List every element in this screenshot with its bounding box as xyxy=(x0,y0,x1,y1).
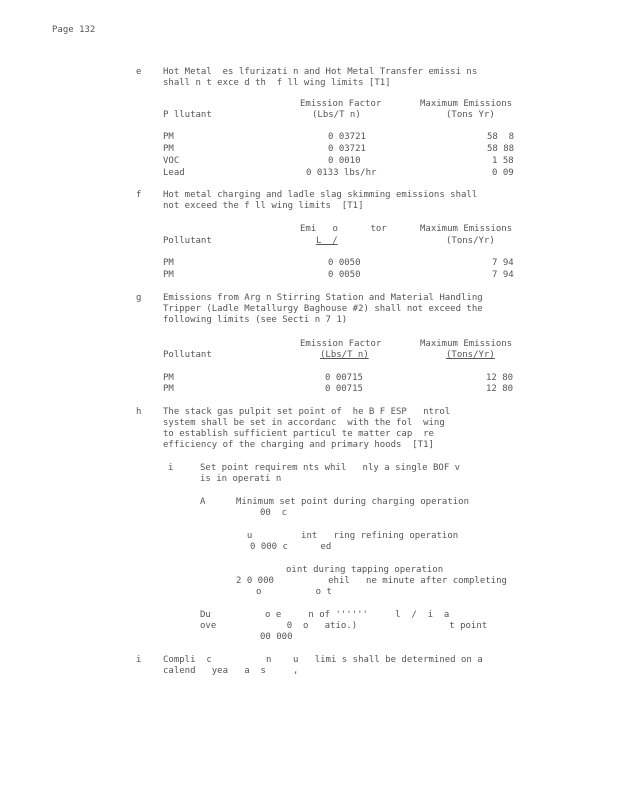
e-row-3-max: 1 58 xyxy=(492,156,514,166)
section-h-line-4: efficiency of the charging and primary hoods [T1] xyxy=(163,440,434,450)
f-row-2-pollutant: PM xyxy=(163,270,174,280)
f-col-factor-unit: L / xyxy=(316,236,338,246)
item-C-line-1: oint during tapping operation xyxy=(286,565,444,575)
section-h-line-3: to establish sufficient particul te matter cap re xyxy=(163,429,434,439)
section-letter-i: i xyxy=(136,655,142,665)
g-col-max-unit: (Tons/Yr) xyxy=(446,350,495,360)
item-i-line-2: is in operati n xyxy=(200,474,282,484)
e-row-3-pollutant: VOC xyxy=(163,156,180,166)
section-g-line-1: Emissions from Arg n Stirring Station and Material Handling xyxy=(163,293,483,303)
e-row-4-pollutant: Lead xyxy=(163,168,185,178)
e-row-1-pollutant: PM xyxy=(163,132,174,142)
section-g-line-3: following limits (see Secti n 7 1) xyxy=(163,315,348,325)
e-row-3-factor: 0 0010 xyxy=(328,156,361,166)
section-f-line-1: Hot metal charging and ladle slag skimming emissions shall xyxy=(163,190,478,200)
e-row-4-max: 0 09 xyxy=(492,168,514,178)
section-letter-e: e xyxy=(136,67,142,77)
e-row-2-factor: 0 03721 xyxy=(328,144,366,154)
e-row-1-max: 58 8 xyxy=(487,132,515,142)
section-letter-f: f xyxy=(136,190,142,200)
section-e-line-1: Hot Metal es lfurizati n and Hot Metal Transfer emissi ns xyxy=(163,67,478,77)
g-row-1-factor: 0 00715 xyxy=(325,373,363,383)
section-h-line-2: system shall be set in accordanc with the fol wing xyxy=(163,418,445,428)
f-col-max-unit: (Tons/Yr) xyxy=(446,236,495,246)
section-i-line-1: Compli c n u limi s shall be determined on a xyxy=(163,655,483,665)
item-ii-line-3: 00 000 xyxy=(260,632,293,642)
g-row-1-pollutant: PM xyxy=(163,373,174,383)
e-row-4-factor: 0 0133 lbs/hr xyxy=(306,168,377,178)
g-col-factor-unit: (Lbs/T n) xyxy=(320,350,369,360)
g-row-1-max: 12 80 xyxy=(486,373,514,383)
g-col-max: Maximum Emissions xyxy=(420,339,513,349)
f-col-factor: Emi o tor xyxy=(300,224,387,234)
e-col-factor-unit: (Lbs/T n) xyxy=(312,110,361,120)
section-g-line-2: Tripper (Ladle Metallurgy Baghouse #2) shall not exceed the xyxy=(163,304,483,314)
item-i-label: i xyxy=(168,463,174,473)
e-row-2-pollutant: PM xyxy=(163,144,174,154)
f-row-2-max: 7 94 xyxy=(492,270,514,280)
e-row-1-factor: 0 03721 xyxy=(328,132,366,142)
g-row-2-pollutant: PM xyxy=(163,384,174,394)
item-B-line-1: u int ring refining operation xyxy=(236,531,459,541)
e-col-factor: Emission Factor xyxy=(300,99,382,109)
g-col-pollutant: Pollutant xyxy=(163,350,212,360)
f-col-max: Maximum Emissions xyxy=(420,224,513,234)
section-i-line-2: calend yea a s , xyxy=(163,666,299,676)
item-C-line-2: 2 0 000 ehil ne minute after completing xyxy=(236,576,507,586)
e-col-max-unit: (Tons Yr) xyxy=(446,110,495,120)
f-row-1-pollutant: PM xyxy=(163,258,174,268)
e-col-max: Maximum Emissions xyxy=(420,99,513,109)
item-A-label: A xyxy=(200,497,206,507)
e-row-2-max: 58 88 xyxy=(487,144,515,154)
item-i-line-1: Set point requirem nts whil nly a single BOF v xyxy=(200,463,461,473)
f-row-1-max: 7 94 xyxy=(492,258,514,268)
item-ii-line-1: Du o e n of '''''' l / i a xyxy=(200,610,450,620)
section-letter-g: g xyxy=(136,293,142,303)
section-letter-h: h xyxy=(136,407,142,417)
g-row-2-max: 12 80 xyxy=(486,384,514,394)
section-f-line-2: not exceed the f ll wing limits [T1] xyxy=(163,201,364,211)
f-row-1-factor: 0 0050 xyxy=(328,258,361,268)
f-row-2-factor: 0 0050 xyxy=(328,270,361,280)
item-B-line-2: 0 000 c ed xyxy=(250,542,332,552)
g-col-factor: Emission Factor xyxy=(300,339,382,349)
item-ii-line-2: ove 0 o atio.) t point xyxy=(200,621,488,631)
page-header: Page 132 xyxy=(52,25,96,35)
item-A-line-1: Minimum set point during charging operation xyxy=(236,497,469,507)
section-e-line-2: shall n t exce d th f ll wing limits [T1] xyxy=(163,78,391,88)
g-row-2-factor: 0 00715 xyxy=(325,384,363,394)
f-col-pollutant: Pollutant xyxy=(163,236,212,246)
item-C-line-3: o o t xyxy=(256,587,332,597)
e-col-pollutant: P llutant xyxy=(163,110,212,120)
section-h-line-1: The stack gas pulpit set point of he B F ESP ntrol xyxy=(163,407,451,417)
item-A-line-2: 00 c xyxy=(260,508,288,518)
